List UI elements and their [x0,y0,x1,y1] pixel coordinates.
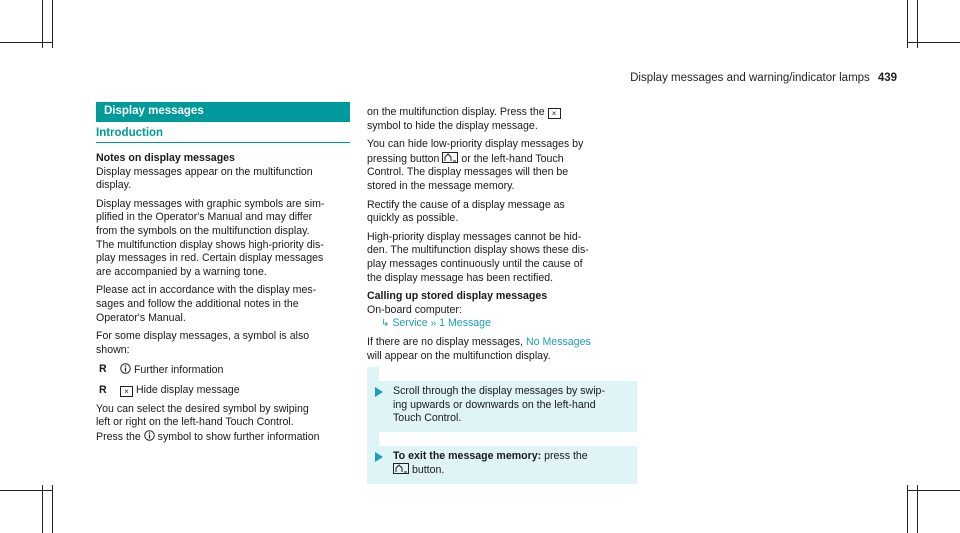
crop-mark [917,0,918,48]
text-line: the display message has been rectified. [367,271,554,284]
page-number: 439 [877,72,897,84]
paragraph-r4 [367,231,637,285]
text-line: Display messages with graphic symbols are sim- [96,197,325,210]
menu-service: Service [392,317,428,330]
bullet-mark: R [99,383,107,396]
home-button-icon [393,463,409,474]
crop-mark [907,0,908,48]
text-line: will appear on the multifunction display. [367,349,551,362]
text-line: For some display messages, a symbol is also [96,330,310,343]
paragraph-3 [96,284,350,325]
text-line [96,430,350,445]
text-line: Control. The display messages will then be [367,166,569,179]
text-line: den. The multifunction display shows these dis- [367,244,589,257]
bullet-further-info [96,363,350,378]
paragraph-4 [96,330,350,357]
notes-title: Notes on display messages [96,152,235,164]
double-chevron-icon: » [430,318,437,330]
text-line: High-priority display messages cannot be hid- [367,230,582,243]
paragraph-r3 [367,199,637,226]
text-fragment: press the [544,449,588,462]
text-line [393,450,631,464]
step-exit [367,446,637,484]
text-line: display. [96,179,132,192]
no-messages-label: No Messages [526,335,591,348]
close-icon: × [120,386,133,397]
crop-mark [0,490,52,491]
text-line: from the symbols on the multifunction display. [96,224,310,237]
step-spacer [367,367,379,381]
text-fragment: Press the [96,430,141,443]
bullet-mark: R [99,363,107,376]
text-line: You can hide low-priority display messages by [367,138,584,151]
text-line: sages and follow the additional notes in the [96,297,299,310]
bullet-further-info-text: Further information [133,364,224,377]
text-line: symbol to hide the display message. [367,119,538,132]
crop-mark [52,0,53,48]
text-line: play messages continuously until the cause of [367,257,583,270]
crop-mark [42,0,43,48]
text-fragment: symbol to show further information [157,430,320,443]
paragraph-2 [96,198,350,280]
menu-message: 1 Message [439,317,491,330]
text-line: are accompanied by a warning tone. [96,265,267,278]
home-button-icon [442,152,458,163]
text-line: Touch Control. [393,412,462,425]
right-column [367,106,637,484]
section-title: Display messages [96,102,350,122]
text-line [367,152,637,167]
text-line: plified in the Operator's Manual and may differ [96,211,313,224]
paragraph-r1 [367,106,637,133]
menu-path [367,317,637,331]
crop-mark [52,485,53,533]
text-line: Display messages appear on the multifunction [96,165,313,178]
text-line: Please act in accordance with the display mes- [96,284,317,297]
text-line: play messages in red. Certain display messages [96,252,324,265]
crop-mark [907,490,960,491]
crop-mark [907,42,960,43]
bullet-hide-text: Hide display message [135,383,240,396]
text-line [393,463,631,478]
step-arrow-icon [375,387,383,397]
step-spacer [367,432,379,446]
text-line: quickly as possible. [367,212,459,225]
text-fragment: To exit the message memory: [393,449,542,462]
paragraph-1 [96,166,350,193]
info-icon [144,430,155,441]
onboard-label: On-board computer: [367,303,462,316]
text-line: ing upwards or downwards on the left-hand [393,398,596,411]
text-fragment: If there are no display messages, [367,335,524,348]
close-icon: × [548,108,561,119]
text-line: left or right on the left-hand Touch Control. [96,416,294,429]
crop-mark [907,485,908,533]
text-line [367,106,637,120]
text-line: You can select the desired symbol by swiping [96,402,309,415]
text-line: Rectify the cause of a display message as [367,198,565,211]
text-line: The multifunction display shows high-priority dis- [96,238,324,251]
step-arrow-icon [375,452,383,462]
text-line: Operator's Manual. [96,311,186,324]
text-fragment: on the multifunction display. Press the [367,106,545,118]
left-column [96,102,350,444]
subheading-introduction: Introduction [96,127,350,143]
running-header [630,72,897,84]
menu-arrow-icon: ↳ [381,318,390,330]
step-scroll [367,381,637,432]
paragraph-r2 [367,138,637,193]
text-fragment: pressing button [367,152,440,165]
crop-mark [917,485,918,533]
text-line: shown: [96,343,130,356]
crop-mark [42,485,43,533]
text-fragment: or the left-hand Touch [461,152,564,165]
text-fragment: button. [411,464,445,477]
text-line: stored in the message memory. [367,179,515,192]
text-line: Scroll through the display messages by swip- [393,385,605,398]
header-title: Display messages and warning/indicator lamps [630,72,870,84]
crop-mark [0,42,52,43]
calling-title: Calling up stored display messages [367,290,548,303]
bullet-hide-message [96,384,350,398]
paragraph-r5 [367,336,637,363]
info-icon [120,363,131,374]
text-line [367,336,637,350]
paragraph-5 [96,403,350,445]
